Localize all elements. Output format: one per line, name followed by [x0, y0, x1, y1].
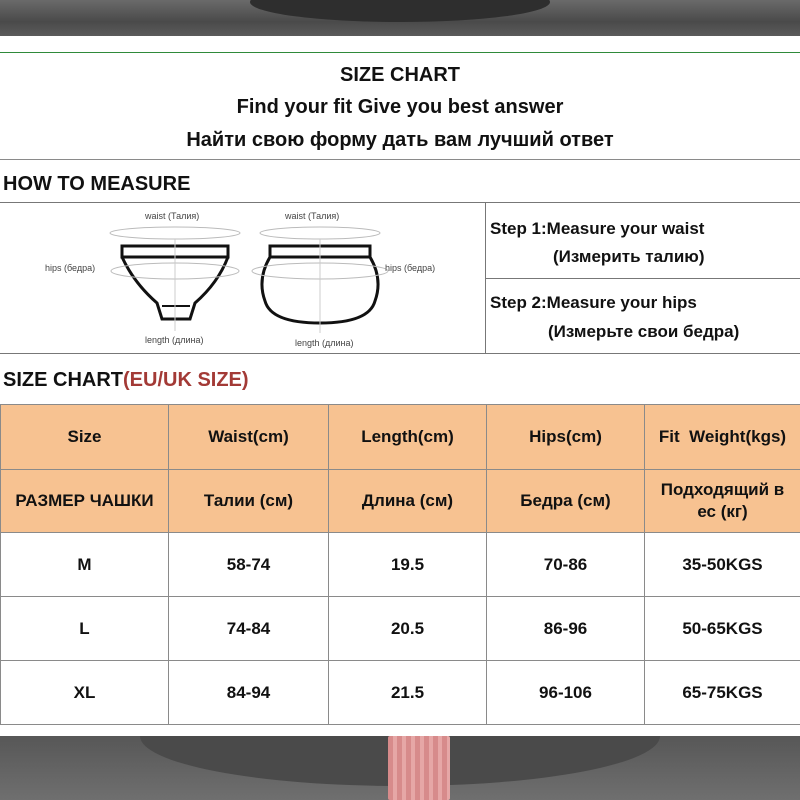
size-cell: L [1, 597, 169, 661]
header-cell: Hips(cm) [487, 405, 645, 470]
header-cell-ru: Бедра (см) [487, 470, 645, 533]
waist-cell: 84-94 [169, 661, 329, 725]
header-cell-ru: РАЗМЕР ЧАШКИ [1, 470, 169, 533]
weight-cell: 35-50KGS [645, 533, 800, 597]
front-length-label: length (длина) [145, 335, 204, 345]
header-cell: Waist(cm) [169, 405, 329, 470]
length-cell: 20.5 [329, 597, 487, 661]
back-waist-label: waist (Талия) [285, 211, 340, 221]
waist-cell: 58-74 [169, 533, 329, 597]
waist-cell: 74-84 [169, 597, 329, 661]
length-cell: 21.5 [329, 661, 487, 725]
back-hips-label: hips (бедра) [385, 263, 436, 273]
size-cell: M [1, 533, 169, 597]
subtitle-english: Find your fit Give you best answer [236, 96, 564, 118]
step2-text: Step 2:Measure your hips [490, 293, 697, 312]
step1-text: Step 1:Measure your waist [490, 219, 705, 238]
length-cell: 19.5 [329, 533, 487, 597]
header-cell-ru: Подходящий в ес (кг) [645, 470, 800, 533]
size-chart-title: SIZE CHART(EU/UK SIZE) [3, 369, 249, 391]
header-cell: Fit Weight(kgs) [645, 405, 800, 470]
table-row [1, 661, 800, 725]
front-hips-label: hips (бедра) [45, 263, 96, 273]
hips-cell: 86-96 [487, 597, 645, 661]
hips-cell: 96-106 [487, 661, 645, 725]
size-cell: XL [1, 661, 169, 725]
front-waist-label: waist (Талия) [145, 211, 200, 221]
how-to-measure-title: HOW TO MEASURE [3, 173, 191, 195]
size-chart-region: (EU/UK SIZE) [123, 369, 249, 391]
back-length-label: length (длина) [295, 338, 354, 348]
step2-russian: (Измерьте свои бедра) [548, 322, 740, 341]
header-row-english [1, 405, 800, 470]
back-brief-diagram [245, 221, 395, 336]
header-cell-ru: Длина (см) [329, 470, 487, 533]
weight-cell: 50-65KGS [645, 597, 800, 661]
table-row [1, 533, 800, 597]
bottom-photo-strip [0, 736, 800, 800]
front-brief-diagram [100, 221, 250, 336]
size-table [0, 404, 800, 725]
how-to-measure-panel [0, 202, 800, 354]
header-cell: Length(cm) [329, 405, 487, 470]
subtitle-russian: Найти свою форму дать вам лучший ответ [186, 129, 614, 151]
header-cell-ru: Талии (см) [169, 470, 329, 533]
page-title: SIZE CHART [340, 64, 460, 86]
header-cell: Size [1, 405, 169, 470]
header-row-russian [1, 470, 800, 533]
table-row [1, 597, 800, 661]
top-green-divider [0, 52, 800, 53]
top-photo-strip [0, 0, 800, 36]
header-divider [0, 159, 800, 160]
step1-russian: (Измерить талию) [553, 247, 705, 266]
weight-cell: 65-75KGS [645, 661, 800, 725]
hips-cell: 70-86 [487, 533, 645, 597]
